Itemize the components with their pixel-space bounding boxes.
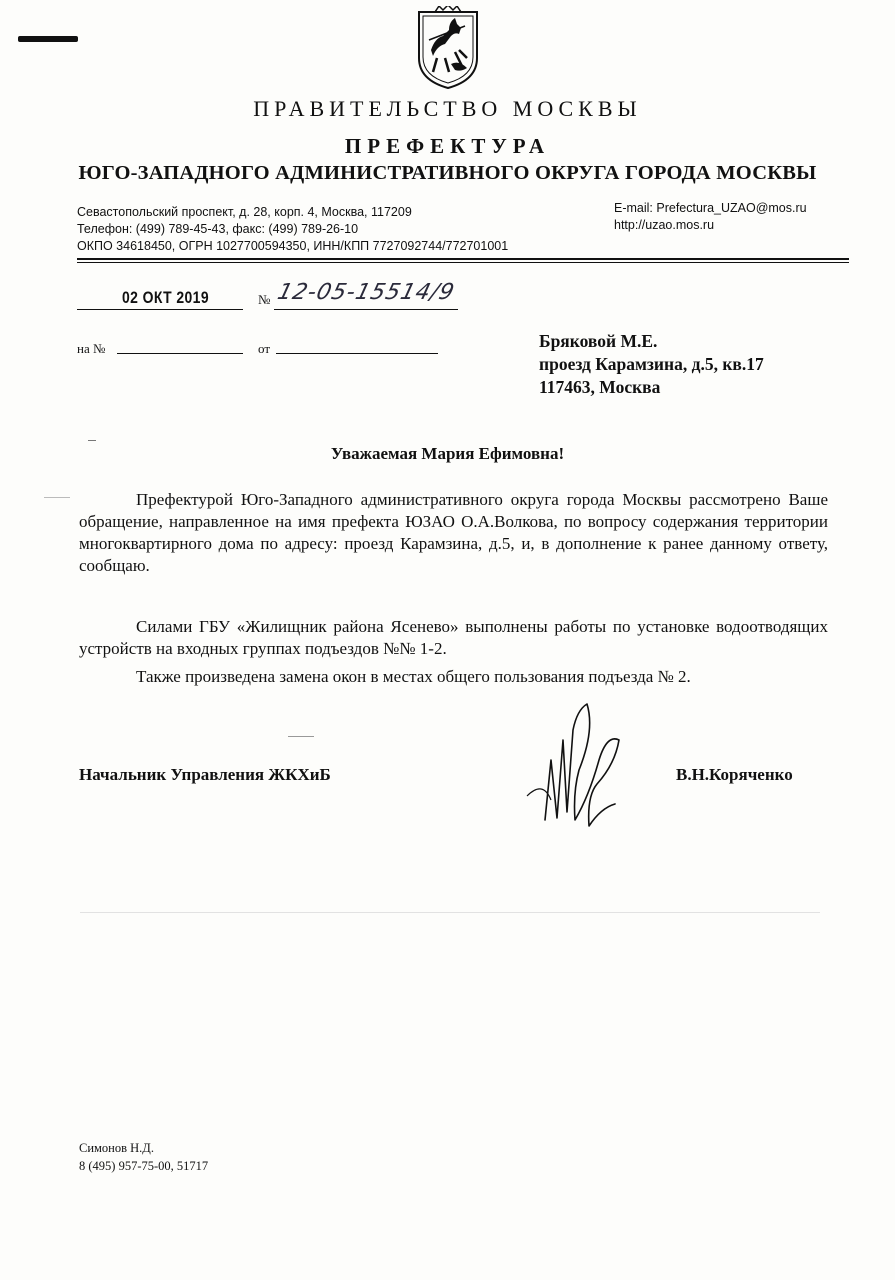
recipient-street: проезд Карамзина, д.5, кв.17 [539,354,764,374]
email-line: E-mail: Prefectura_UZAO@mos.ru [614,201,807,215]
scan-dash [44,497,70,498]
prefecture-title: ПРЕФЕКТУРА [344,134,551,158]
executor-block [79,1139,208,1175]
handwritten-signature-icon [515,700,645,840]
signer-name: В.Н.Коряченко [676,765,793,784]
scan-mark [18,36,78,42]
salutation: Уважаемая Мария Ефимовна! [330,444,565,463]
recipient-name: Бряковой М.Е. [539,331,658,351]
header-rule-thin [77,262,849,263]
address-line: Севастопольский проспект, д. 28, корп. 4, Москва, 117209 [77,205,412,219]
paragraph-1: Префектурой Юго-Западного административного округа города Москвы рассмотрено Ваше обращение, направленное на имя префекта ЮЗАО О.А.Волкова, по вопросу содержания территории многоквартирного дома по адресу: проезд Карамзина, д.5, и, в дополнение к ранее данному ответу, сообщаю. [79,490,828,575]
reference-date-line [276,353,438,354]
prefecture-contacts [614,200,807,234]
paragraph-3: Также произведена замена окон в местах общего пользования подъезда № 2. [136,667,691,686]
scan-fold-line [80,912,820,913]
moscow-coat-of-arms-icon [415,6,481,90]
codes-line: ОКПО 34618450, ОГРН 1027700594350, ИНН/КПП 7727092744/772701001 [77,239,509,253]
registration-date: 02 ОКТ 2019 [122,288,209,307]
reference-date-label: от [258,341,271,356]
paragraph-2: Силами ГБУ «Жилищник района Ясенево» выполнены работы по установке водоотводящих устройств на входных группах подъездов №№ 1-2. [79,617,828,658]
date-underline [77,309,243,310]
number-prefix: № [258,292,271,307]
executor-phone: 8 (495) 957-75-00, 51717 [79,1159,209,1173]
executor-name: Симонов Н.Д. [79,1141,154,1155]
scan-dash [288,736,314,737]
recipient-city: 117463, Москва [539,377,661,397]
registration-number: 12-05-15514/9 [274,280,458,305]
district-title: ЮГО-ЗАПАДНОГО АДМИНИСТРАТИВНОГО ОКРУГА ГОРОДА МОСКВЫ [78,162,817,184]
government-title: ПРАВИТЕЛЬСТВО МОСКВЫ [253,96,642,121]
prefecture-address [77,204,508,255]
phone-line: Телефон: (499) 789-45-43, факс: (499) 789-26-10 [77,222,359,236]
reference-number-label: на № [77,341,106,356]
reference-number-line [117,353,243,354]
recipient-block [539,330,764,399]
signer-position: Начальник Управления ЖКХиБ [79,765,331,784]
number-underline [274,309,458,310]
header-rule-thick [77,258,849,260]
scan-dash [88,440,96,441]
website-line: http://uzao.mos.ru [614,218,715,232]
